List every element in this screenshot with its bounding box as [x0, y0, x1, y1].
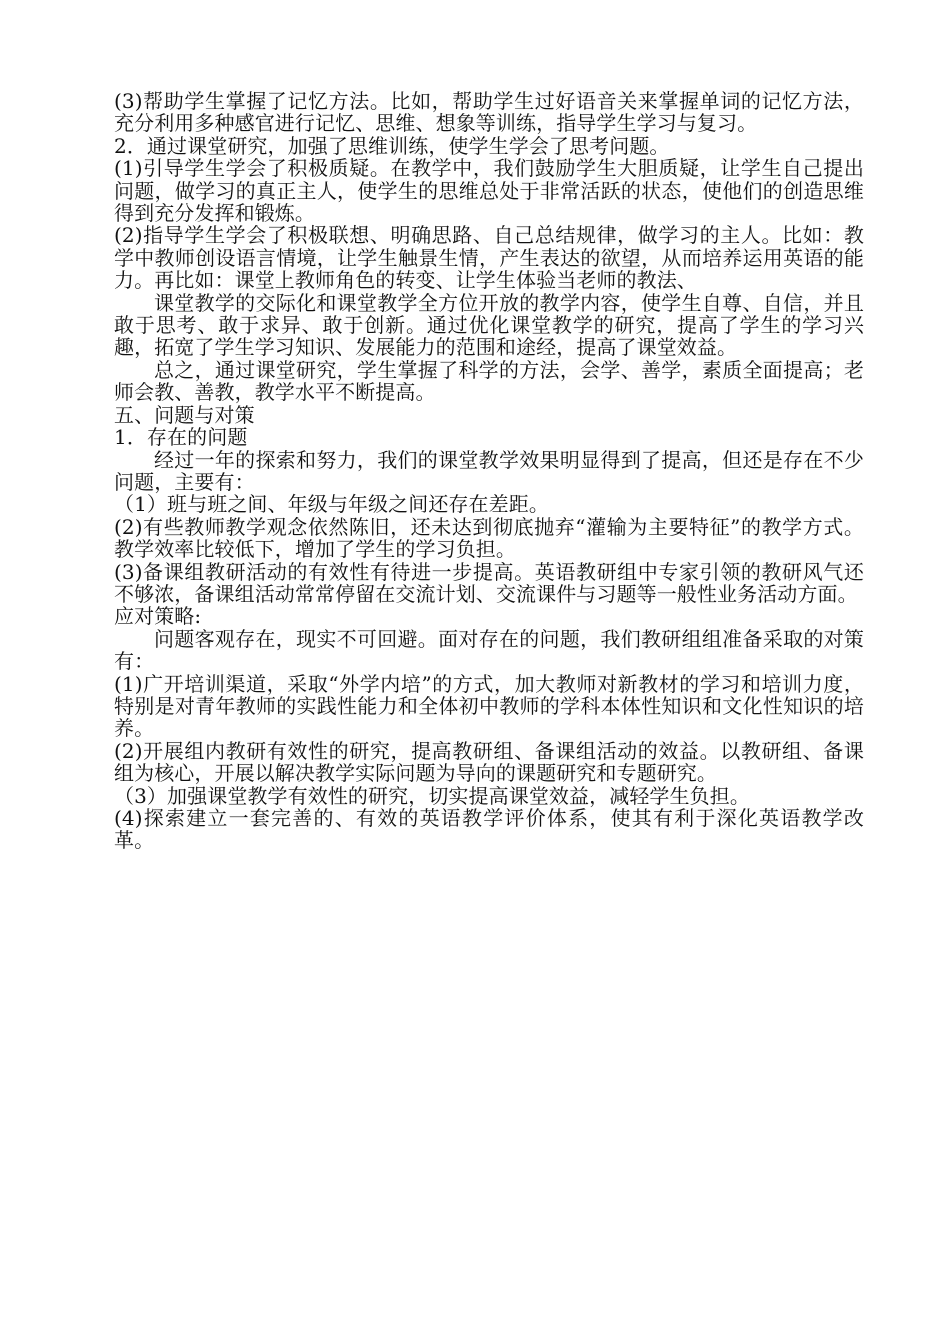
subsection-heading: 应对策略:: [114, 604, 202, 629]
paragraph: 问题客观存在，现实不可回避。面对存在的问题，我们教研组组准备采取的对策有：: [114, 626, 864, 674]
paragraph: 总之，通过课堂研究，学生掌握了科学的方法，会学、善学，素质全面提高；老师会教、善教，教学水平不断提高。: [114, 357, 864, 405]
document-body: [114, 90, 864, 852]
paragraph: 经过一年的探索和努力，我们的课堂教学效果明显得到了提高，但还是存在不少问题，主要有：: [114, 447, 864, 494]
paragraph: (3)帮助学生掌握了记忆方法。比如，帮助学生过好语音关来掌握单词的记忆方法，充分利用多种感官进行记忆、思维、想象等训练，指导学生学习与复习。: [114, 89, 864, 136]
paragraph: 2．通过课堂研究，加强了思维训练，使学生学会了思考问题。: [114, 133, 670, 158]
paragraph: 课堂教学的交际化和课堂教学全方位开放的教学内容，使学生自尊、自信，并且敢于思考、敢于求异、敢于创新。通过优化课堂教学的研究，提高了学生的学习兴趣，拓宽了学生学习知识、发展能力的范围和途经，提高了课堂效益。: [114, 290, 864, 360]
paragraph: （3）加强课堂教学有效性的研究，切实提高课堂效益，减轻学生负担。: [114, 783, 750, 808]
paragraph: (2)指导学生学会了积极联想、明确思路、自己总结规律，做学习的主人。比如：教学中教师创设语言情境，让学生触景生情，产生表达的欲望，从而培养运用英语的能力。再比如：课堂上教师角色的转变、让学生体验当老师的教法、: [114, 223, 864, 293]
paragraph: (3)备课组教研活动的有效性有待进一步提高。英语教研组中专家引领的教研风气还不够浓，备课组活动常常停留在交流计划、交流课件与习题等一般性业务活动方面。: [114, 559, 864, 606]
paragraph: (4)探索建立一套完善的、有效的英语教学评价体系，使其有利于深化英语教学改革。: [114, 806, 864, 853]
paragraph: (1)广开培训渠道，采取“外学内培”的方式，加大教师对新教材的学习和培训力度，特别是对青年教师的实践性能力和全体初中教师的学科本体性知识和文化性知识的培养。: [114, 671, 864, 741]
paragraph: （1）班与班之间、年级与年级之间还存在差距。: [114, 492, 549, 517]
section-heading: 五、问题与对策: [114, 402, 255, 427]
subsection-heading: 1．存在的问题: [114, 425, 248, 450]
paragraph: (1)引导学生学会了积极质疑。在教学中，我们鼓励学生大胆质疑，让学生自己提出问题，做学习的真正主人，使学生的思维总处于非常活跃的状态，使他们的创造思维得到充分发挥和锻炼。: [114, 156, 864, 226]
paragraph: (2)有些教师教学观念依然陈旧，还未达到彻底抛弃“灌输为主要特征”的教学方式。教学效率比较低下，增加了学生的学习负担。: [114, 514, 864, 562]
paragraph: (2)开展组内教研有效性的研究，提高教研组、备课组活动的效益。以教研组、备课组为核心，开展以解决教学实际问题为导向的课题研究和专题研究。: [114, 738, 864, 786]
